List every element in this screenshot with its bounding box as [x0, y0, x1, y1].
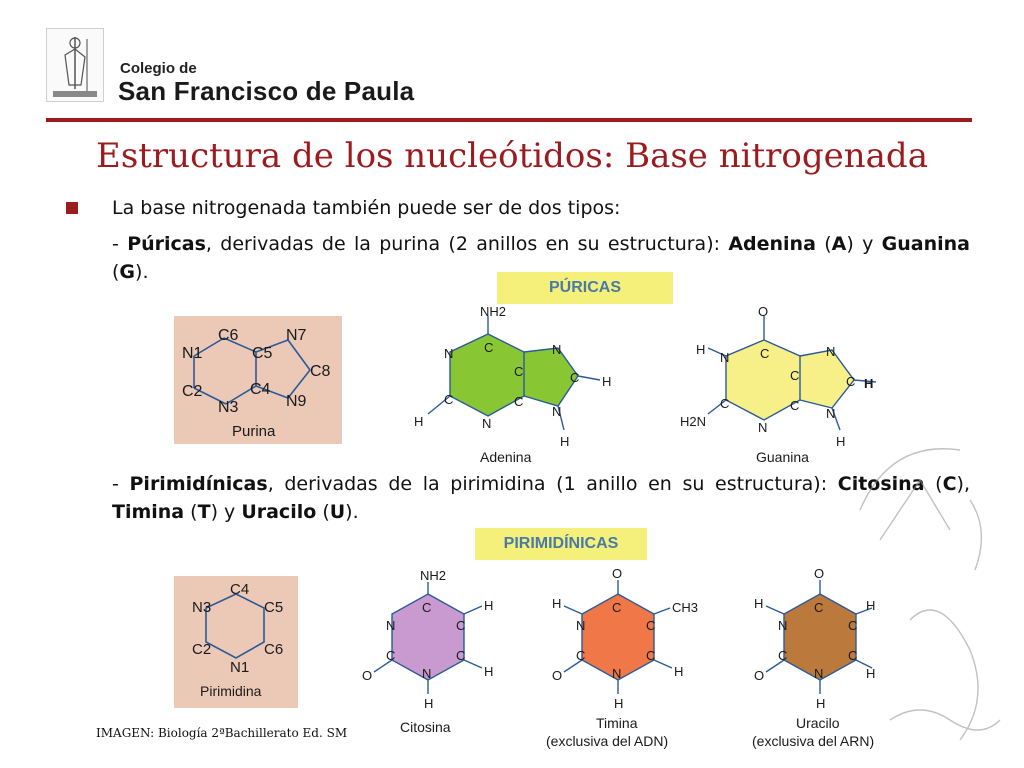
uracilo-note: (exclusiva del ARN): [752, 733, 875, 749]
guanina-o: O: [758, 304, 769, 319]
purina-atom-c8: C8: [310, 363, 331, 380]
citosina-h: H: [424, 696, 434, 711]
abbr-g: G: [119, 261, 136, 283]
purine-figures: [160, 296, 880, 468]
abbr-u: U: [329, 501, 346, 523]
paren: ).: [135, 261, 149, 283]
term-pirimidinicas: Pirimidínicas: [129, 473, 268, 495]
timina-o-bottom: O: [552, 668, 563, 683]
paren: (: [815, 233, 832, 255]
base-guanina: Guanina: [881, 233, 970, 255]
guanina-atom: N: [720, 350, 730, 365]
pirimidina-label: Pirimidina: [200, 683, 262, 699]
guanina-diagram: [680, 304, 876, 465]
purina-atom-n1: N1: [182, 345, 203, 362]
adenina-h: H: [414, 414, 424, 429]
uracilo-h: H: [816, 696, 826, 711]
pirimidina-atom-c5: C5: [264, 599, 284, 616]
uracilo-h: H: [754, 596, 764, 611]
citosina-h: H: [484, 664, 494, 679]
pirimidina-diagram: [174, 576, 298, 708]
puricas-text: , derivadas de la purina (2 anillos en su estructura):: [205, 233, 729, 255]
uracilo-atom: C: [814, 600, 824, 615]
guanina-atom: C: [760, 346, 770, 361]
adenina-atom: C: [514, 394, 524, 409]
adenina-atom: N: [482, 416, 492, 431]
pirimidina-atom-c6: C6: [264, 641, 284, 658]
timina-atom: C: [646, 648, 656, 663]
guanina-atom: N: [758, 420, 768, 435]
paren: (: [316, 501, 330, 523]
adenina-diagram: [414, 304, 611, 465]
dash: -: [112, 233, 128, 255]
guanina-atom: N: [826, 406, 836, 421]
timina-atom: N: [576, 618, 586, 633]
purina-atom-n3: N3: [218, 399, 239, 416]
uracilo-atom: C: [778, 648, 788, 663]
timina-atom: N: [612, 666, 622, 681]
saint-figure-icon: [47, 29, 103, 101]
guanina-atom: C: [790, 368, 800, 383]
watermark-seal: [850, 420, 1010, 750]
citosina-o: O: [362, 668, 373, 683]
adenina-atom: N: [444, 346, 454, 361]
uracilo-atom: N: [778, 618, 788, 633]
base-citosina: Citosina: [837, 473, 925, 495]
dash: -: [112, 473, 130, 495]
abbr-t: T: [197, 501, 211, 523]
school-name: San Francisco de Paula: [118, 76, 415, 106]
paren: (: [112, 261, 120, 283]
purina-atom-n7: N7: [286, 327, 307, 344]
term-puricas: Púricas: [127, 233, 206, 255]
purina-atom-c4: C4: [250, 381, 271, 398]
badge-pirimidinicas: PIRIMIDÍNICAS: [475, 528, 647, 560]
citosina-atom: C: [422, 600, 432, 615]
uracilo-h: H: [866, 666, 876, 681]
adenina-label: Adenina: [480, 449, 532, 465]
paren: (: [924, 473, 943, 495]
image-credit: IMAGEN: Biología 2ªBachillerato Ed. SM: [96, 726, 348, 740]
adenina-atom: C: [444, 392, 454, 407]
adenina-h: H: [560, 434, 570, 449]
purina-atom-n9: N9: [286, 393, 307, 410]
purina-label: Purina: [232, 423, 276, 440]
timina-h: H: [674, 664, 684, 679]
pirimidinicas-text: , derivadas de la pirimidina (1 anillo en su estructura):: [267, 473, 838, 495]
abbr-a: A: [831, 233, 847, 255]
uracilo-atom: C: [848, 648, 858, 663]
guanina-atom: C: [790, 398, 800, 413]
adenina-atom: N: [552, 404, 562, 419]
citosina-h: H: [484, 598, 494, 613]
citosina-label: Citosina: [400, 719, 451, 735]
pirimidina-atom-n1: N1: [230, 659, 250, 676]
pirimidina-atom-n3: N3: [192, 599, 212, 616]
citosina-atom: N: [422, 666, 432, 681]
timina-diagram: [546, 566, 698, 749]
adenina-atom: N: [552, 342, 562, 357]
paren: ).: [345, 501, 359, 523]
adenina-atom: C: [484, 340, 494, 355]
citosina-diagram: [362, 568, 493, 735]
sep: ),: [956, 473, 970, 495]
purina-atom-c5: C5: [252, 345, 273, 362]
pirimidinicas-paragraph: [112, 470, 970, 526]
timina-ch3: CH3: [672, 600, 699, 615]
slide-title: Estructura de los nucleótidos: Base nitrogenada: [96, 136, 928, 176]
adenina-atom: C: [514, 364, 524, 379]
base-uracilo: Uracilo: [241, 501, 317, 523]
timina-h: H: [552, 596, 562, 611]
citosina-atom: N: [386, 618, 396, 633]
purina-atom-c2: C2: [182, 383, 203, 400]
timina-atom: C: [612, 600, 622, 615]
guanina-h: H: [864, 376, 874, 391]
badge-puricas: PÚRICAS: [497, 272, 673, 304]
school-logo: [46, 28, 104, 102]
guanina-h2n: H2N: [680, 414, 707, 429]
uracilo-atom: C: [848, 618, 858, 633]
guanina-atom: C: [720, 396, 730, 411]
guanina-h: H: [696, 342, 706, 357]
timina-h: H: [614, 696, 624, 711]
paren: (: [184, 501, 198, 523]
adenina-h: H: [602, 374, 612, 389]
conj: ) y: [210, 501, 242, 523]
pirimidina-atom-c2: C2: [192, 641, 212, 658]
timina-atom: C: [576, 648, 586, 663]
timina-o-top: O: [612, 566, 623, 581]
uracilo-h: H: [866, 598, 876, 613]
header-divider: [46, 118, 972, 122]
timina-label: Timina: [596, 715, 638, 731]
purina-diagram: [174, 316, 342, 444]
citosina-nh2: NH2: [420, 568, 447, 583]
conj: ) y: [846, 233, 882, 255]
pirimidina-atom-c4: C4: [230, 581, 250, 598]
guanina-h: H: [836, 434, 846, 449]
base-adenina: Adenina: [728, 233, 816, 255]
adenina-nh2: NH2: [480, 304, 507, 319]
uracilo-label: Uracilo: [796, 715, 840, 731]
uracilo-atom: N: [814, 666, 824, 681]
purina-atom-c6: C6: [218, 327, 239, 344]
citosina-atom: C: [386, 648, 396, 663]
uracilo-o-bottom: O: [754, 668, 765, 683]
timina-atom: C: [646, 618, 656, 633]
guanina-atom: N: [826, 344, 836, 359]
guanina-atom: C: [846, 374, 856, 389]
abbr-c: C: [942, 473, 957, 495]
uracilo-o-top: O: [814, 566, 825, 581]
bullet-square-icon: [66, 202, 78, 214]
school-prefix: Colegio de: [120, 60, 197, 77]
citosina-atom: C: [456, 618, 466, 633]
citosina-atom: C: [456, 648, 466, 663]
guanina-label: Guanina: [756, 449, 809, 465]
timina-note: (exclusiva del ADN): [546, 733, 669, 749]
adenina-atom: C: [570, 370, 580, 385]
intro-text: La base nitrogenada también puede ser de dos tipos:: [112, 197, 621, 219]
base-timina: Timina: [112, 501, 185, 523]
